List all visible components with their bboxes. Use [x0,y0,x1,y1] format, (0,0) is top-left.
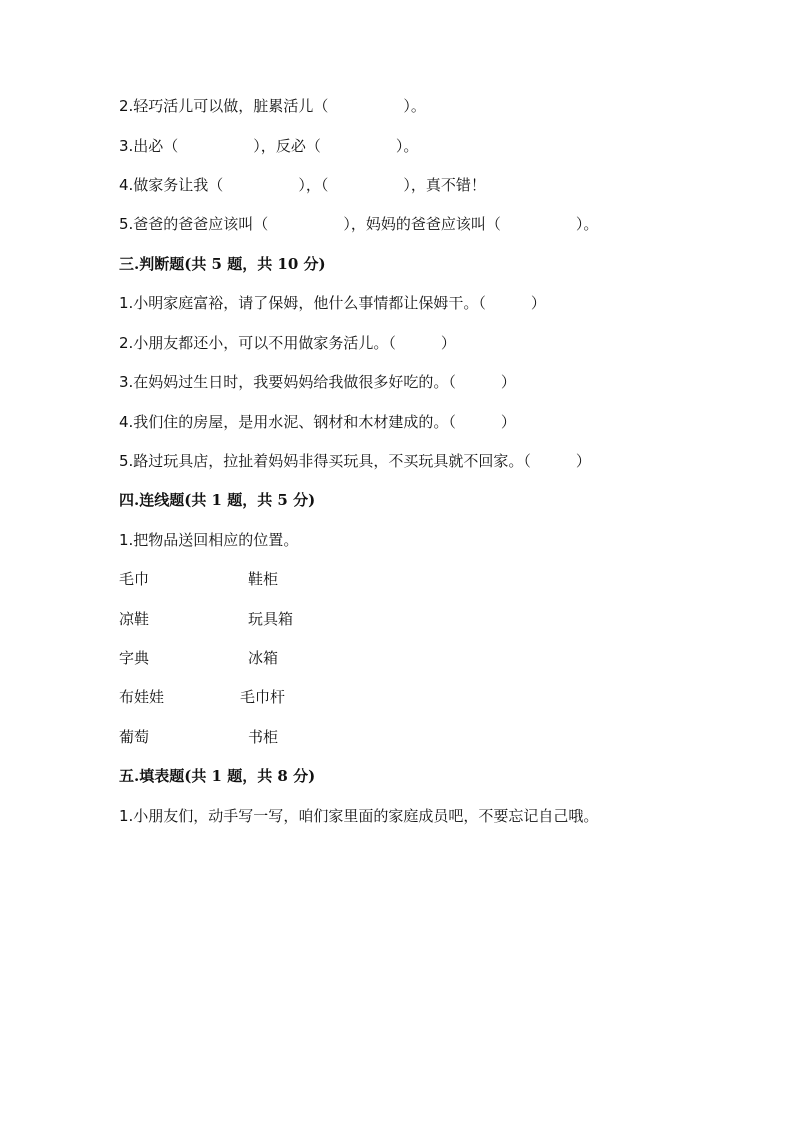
judge-item-2: 2.小朋友都还小，可以不用做家务活儿。（ ） [119,334,456,352]
match-right-item: 冰箱 [248,649,279,667]
match-left-item: 毛巾 [119,570,150,588]
section-4-heading: 四.连线题(共 1 题，共 5 分) [119,491,316,509]
fill-item-3: 3.出必（ ），反必（ ）。 [119,137,419,155]
judge-item-3: 3.在妈妈过生日时，我要妈妈给我做很多好吃的。（ ） [119,373,516,391]
match-left-item: 布娃娃 [119,688,165,706]
fill-item-5: 5.爸爸的爸爸应该叫（ ），妈妈的爸爸应该叫（ ）。 [119,215,599,233]
judge-item-5: 5.路过玩具店，拉扯着妈妈非得买玩具，不买玩具就不回家。（ ） [119,452,591,470]
judge-item-1: 1.小明家庭富裕，请了保姆，他什么事情都让保姆干。（ ） [119,294,546,312]
match-left-item: 葡萄 [119,728,150,746]
table-instruction: 1.小朋友们，动手写一写，咱们家里面的家庭成员吧，不要忘记自己哦。 [119,807,599,825]
match-right-item: 鞋柜 [248,570,279,588]
match-left-item: 字典 [119,649,150,667]
match-left-item: 凉鞋 [119,610,150,628]
section-5-heading: 五.填表题(共 1 题，共 8 分) [119,767,316,785]
fill-item-4: 4.做家务让我（ ），（ ），真不错！ [119,176,486,194]
match-right-item: 玩具箱 [248,610,294,628]
match-right-item: 毛巾杆 [240,688,286,706]
fill-item-2: 2.轻巧活儿可以做，脏累活儿（ ）。 [119,97,426,115]
judge-item-4: 4.我们住的房屋，是用水泥、钢材和木材建成的。（ ） [119,413,516,431]
match-instruction: 1.把物品送回相应的位置。 [119,531,299,549]
match-right-item: 书柜 [248,728,279,746]
section-3-heading: 三.判断题(共 5 题，共 10 分) [119,255,326,273]
